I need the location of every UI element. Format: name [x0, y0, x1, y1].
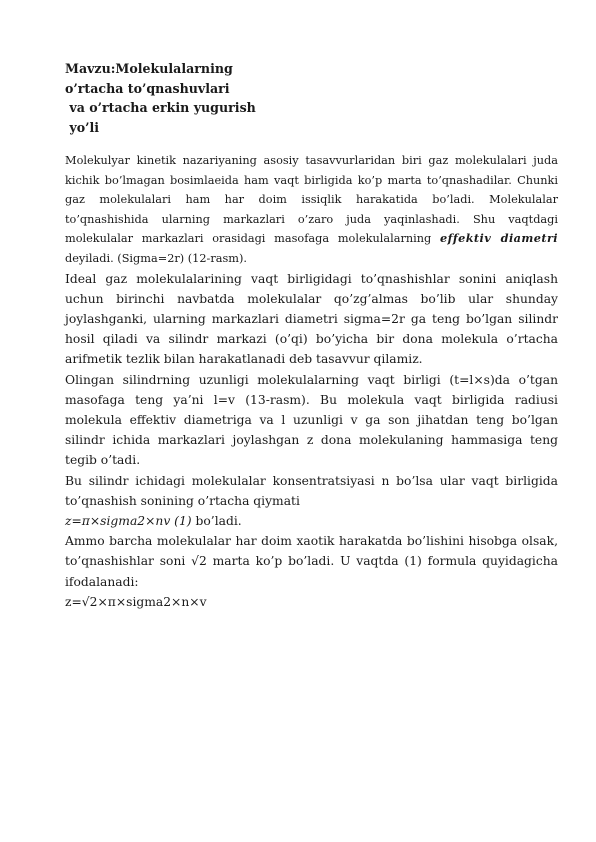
- formula-line-1: [65, 511, 558, 531]
- formula-1: z=π×sigma2×nv (1): [65, 514, 192, 528]
- title-line-2: o’rtacha to’qnashuvlari: [65, 80, 230, 96]
- paragraph-concentration: Bu silindr ichidagi molekulalar konsentratsiyasi n bo’lsa ular vaqt birligida to’qnashish sonining o’rtacha qiymati: [65, 473, 558, 508]
- document-title: [65, 59, 325, 137]
- paragraph-1-tail: deyiladi. (Sigma=2r) (12-rasm).: [65, 251, 248, 265]
- formula-2: z=√2×π×sigma2×n×v: [65, 594, 207, 609]
- paragraph-1-text: Molekulyar kinetik nazariyaning asosiy tasavvurlaridan biri gaz molekulalari juda kichik bo’lmagan bosimlaeida ham vaqt birligida ko’p marta to’qnashadilar. Chunki gaz molekulalari ham har doim issiqlik harakatida bo’ladi. Molekulalar to’qnashishida ularning markazlari o’zaro juda yaqinlashadi. Shu vaqtdagi molekulalar markazlari orasidagi masofaga molekulalarning: [65, 154, 558, 246]
- paragraph-effective-diameter: [65, 151, 558, 269]
- title-line-3: va o’rtacha erkin yugurish: [65, 100, 256, 115]
- paragraph-cylinder-length: Olingan silindrning uzunligi molekulalarning vaqt birligi (t=l×s)da o’tgan masofaga teng ya’ni l=v (13-rasm). Bu molekula vaqt birligida radiusi molekula effektiv diametriga va l uzunligi v ga son jihatdan teng bo’lgan silindr ichida markazlari joylashgan z dona molekulaning hammasiga teng tegib o’tadi.: [65, 372, 558, 468]
- title-line-4: yo’li: [65, 119, 100, 135]
- paragraph-ideal-gas: Ideal gaz molekulalarining vaqt birligidagi to’qnashishlar sonini aniqlash uchun birinchi navbatda molekulalar qo’zg’almas bo’lib ular shunday joylashganki, ularning markazlari diametri sigma=2r ga teng bo’lgan silindr hosil qiladi va silindr markazi (o’qi) bo’yicha bir dona molekula o’rtacha arifmetik tezlik bilan harakatlanadi deb tasavvur qilamiz.: [65, 271, 558, 367]
- paragraph-chaotic-motion: Ammo barcha molekulalar har doim xaotik harakatda bo’lishini hisobga olsak, to’qnashishlar soni √2 marta ko’p bo’ladi. U vaqtda (1) formula quyidagicha ifodalanadi:: [65, 534, 558, 589]
- title-line-1: Mavzu:Molekulalarning: [65, 61, 233, 76]
- document-body: [65, 151, 558, 612]
- formula-1-suffix: bo’ladi.: [191, 514, 242, 528]
- term-effective-diameter: effektiv diametri: [440, 231, 558, 246]
